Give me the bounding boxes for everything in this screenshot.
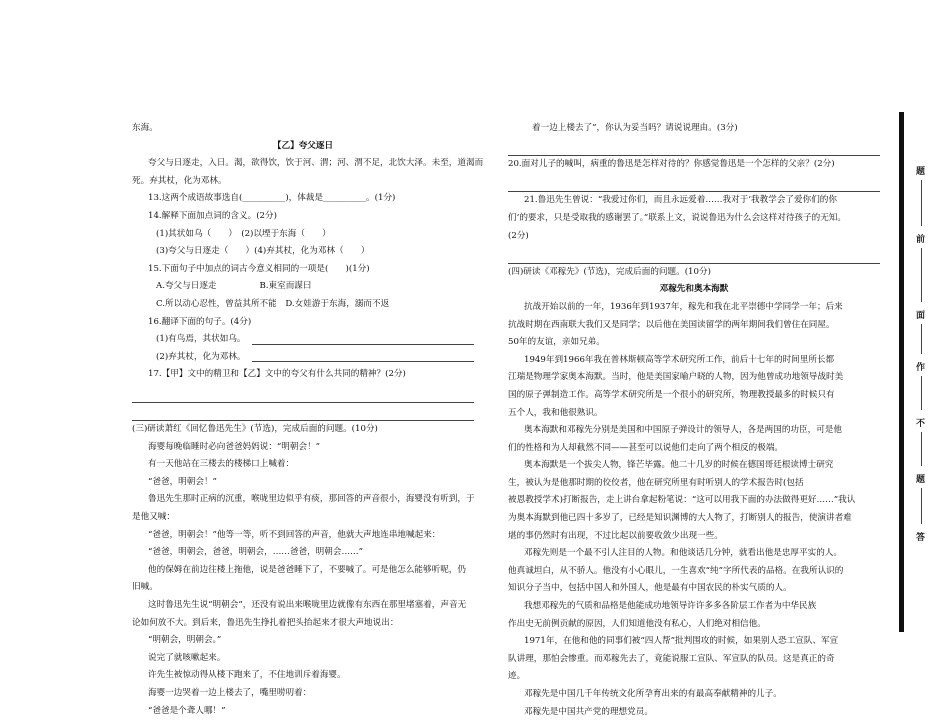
left-column [132,120,484,720]
left-text-line: “爸爸，明朝会！” [148,476,217,487]
answer-line [132,384,474,403]
left-text-line: “明朝会，明朝会。” [148,635,222,646]
right-text-line: 奥本海默和邓稼先分别是美国和中国原子弹设计的领导人，各是两国的功臣，可是他 [524,425,842,436]
right-text-line: 生，被认为是他那时期的佼佼者，他在研究所里有时听别人的学术报告时(包括 [508,477,804,488]
right-text-line: 他真诚坦白，从不骄人。他没有小心眼儿，一生喜欢“纯”字所代表的品格。在我所认识的 [508,565,844,576]
binding-char: 题 [916,167,926,177]
left-text-line: “爸爸，明朝会！”他等一等，听不到回答的声音，他就大声地连串地喊起来： [148,529,441,540]
answer-line [508,245,880,264]
right-text-line: 1949年到1966年我在普林斯顿高等学术研究所工作，前后十七年的时间里所长都 [524,354,835,365]
left-text-line: 海婴一边哭着一边上楼去了，嘴里唠叨着： [148,688,312,698]
left-text-line: 东海。 [132,123,158,133]
left-text-line: (1)有鸟焉，其状如乌。 [156,334,246,345]
right-text-line: 奥本海默是一个拔尖人物，锋芒毕露。他二十几岁的时候在德国哥廷根读博士研究 [524,460,834,471]
binding-dash [921,432,922,466]
left-text-line: 旧喊。 [132,582,158,593]
left-text-line: 死。弃其杖，化为邓林。 [132,175,227,186]
left-text-line: 17.【甲】文中的精卫和【乙】文中的夸父有什么共同的精神？(2分) [148,369,406,380]
right-text-line: 20.面对儿子的喊叫，病重的鲁迅是怎样对待的？你感觉鲁迅是一个怎样的父亲？(2分) [508,159,835,170]
binding-dash [921,488,922,524]
left-text-line: “爸爸是个聋人哪！” [148,705,226,716]
left-text-line: 13.这两个成语故事选自(__________)，体裁是__________。(1分) [148,193,396,204]
left-text-line: 论如何放不大。到后来，鲁迅先生挣扎着把头抬起来才很大声地说出： [132,617,399,628]
left-text-line: 14.解释下面加点词的含义。(2分) [148,210,277,221]
binding-char: 题 [916,475,926,485]
right-text-line: 抗战开始以前的一年，1936年到1937年，稼先和我在北平崇德中学同学一年；后来 [524,301,843,312]
binding-char: 答 [916,533,926,543]
right-text-line: 迹。 [508,671,526,682]
right-text-line: 邓稼先是中国共产党的理想党员。 [524,706,653,717]
answer-line [252,331,474,345]
right-text-line: 抗战时期在西南联大我们又是同学；以后他在美国读留学的两年期间我们曾住在同屋。 [508,319,835,330]
right-text-line: 知识分子当中，包括中国人和外国人，他是最有中国农民的朴实气质的人。 [508,583,792,594]
binding-margin [903,120,943,640]
answer-line [508,138,880,157]
left-text-line: A.夸父与日逐走 B.東室而謀曰 [156,281,312,292]
left-text-line: 夸父与日逐走，入日。渴，欲得饮，饮于河、渭；河、渭不足，北饮大泽。未至，道渴而 [148,158,484,169]
right-text-line: 21.鲁迅先生曾说：“我爱过你们，而且永远爱着……我对于‘我教学会了爱你们的你 [524,195,837,206]
right-text-line: 被恩教授学术)打断报告，走上讲台拿起粉笔说：“这可以用我下面的办法做得更好……”我认 [508,495,856,506]
left-text-line: (1)其状如乌（ ） (2)以堙于东海（ ） [156,228,331,239]
left-text-line: 鲁迅先生那时正病的沉重，喉咙里边似乎有痰，那回答的声音很小，海婴没有听到，于 [148,494,475,505]
binding-dash [921,324,922,354]
right-text-line: 国的原子弹制造工作。高等学术研究所是一个很小的研究所，物理教授最多的时候只有 [508,389,835,400]
left-text-line: 16.翻译下面的句子。(4分) [148,316,252,327]
binding-char: 面 [916,311,926,321]
left-text-line: 这时鲁迅先生说“明朝会”，还没有说出来喉咙里边就像有东西在那里堵塞着，声音无 [148,600,467,611]
answer-row [132,331,474,349]
left-text-line: “爸爸，明朝会，爸爸，明朝会，……爸爸，明朝会……” [148,547,364,558]
left-text-line: 许先生被惊动得从楼下跑来了，不住地训斥着海婴。 [148,670,346,681]
left-text-line: 15.下面句子中加点的词古今意义相同的一项是( )(1分) [148,263,370,274]
left-text-line: (三)研读萧红《回忆鲁迅先生》(节选)，完成后面的问题。(10分) [132,424,378,435]
answer-row [132,349,474,367]
left-text-line: 他的保姆在前边往楼上拖他，说是爸爸睡下了，不要喊了。可是他怎么能够听呢，仍 [148,564,466,575]
binding-char: 不 [916,419,926,429]
right-text-line: 1971年，在他和他的同事们被“四人帮”批判围攻的时候，如果别人恐工宣队、军宣 [524,636,839,647]
left-text-line: C.所以动心忍性，曾益其所不能 D.女娃游于东海，溺而不返 [156,298,390,309]
right-text-line: 队讲理，那怕会惨重。而邓稼先去了，竟能说服工宣队、军宣队的队员。这是真正的奇 [508,653,835,664]
binding-char: 前 [916,235,926,245]
answer-line [132,403,474,422]
right-text-line: 邓稼先则是一个最不引人注目的人物。和他谈话几分钟，就看出他是忠厚平实的人。 [524,548,842,559]
left-text-line: 【乙】夸父逐日 [272,140,334,151]
binding-dash [921,376,922,410]
left-text-line: 说完了就咳嗽起来。 [148,652,226,663]
right-text-line: 为奥本海默到他已四十多岁了，已经是知识渊博的大人物了，打断别人的报告，使演讲者难 [508,513,852,524]
left-text-line: 海婴每晚临睡时必向爸爸妈妈说：“明朝会！” [148,441,321,452]
answer-line [252,349,474,363]
left-text-line: 有一天他站在三楼去的楼梯口上喊着： [148,459,295,470]
right-text-line: 们的性格和为人却截然不同——甚至可以说他们走向了两个相反的极端。 [508,442,784,453]
left-text-line: (2)弃其杖，化为邓林。 [156,351,246,362]
right-column [508,120,880,721]
right-text-line: 五个人，我和他很熟识。 [508,407,603,418]
right-text-line: (2分) [508,230,529,241]
right-text-line: 江瑞是物理学家奥本海默。当时，他是美国家喻户晓的人物，因为他曾成功地领导战时美 [508,372,844,383]
right-text-line: 邓稼先是中国几千年传统文化所孕育出来的有最高奉献精神的儿子。 [524,689,782,699]
left-text-line: (3)夸父与日逐走（ ）(4)弃其杖，化为邓林（ ） [156,246,370,257]
right-text-line: 堪的事仍然时有出现，不过比起以前要收敛少出现一些。 [508,530,723,541]
right-text-line: 邓稼先和奥本海默 [659,284,729,295]
right-text-line: 作出史无前例贡献的原因，人们知道他没有私心，人们绝对相信他。 [508,618,766,629]
right-text-line: 50年的友谊，亲如兄弟。 [508,337,605,348]
binding-char: 作 [916,363,926,373]
right-text-line: 我想邓稼先的气质和品格是他能成功地领导许许多多各阶层工作者为中华民族 [524,601,817,612]
binding-dash [921,180,922,226]
right-text-line: (四)研读《邓稼先》(节选)，完成后面的问题。(10分) [508,266,711,277]
answer-line [508,174,880,193]
right-text-line: 们’的要求，只是受取我的感谢罢了。”联系上文，说说鲁迅为什么会这样对待孩子的无知。 [508,212,846,223]
right-text-line: 着一边上楼去了”，你认为妥当吗？请说说理由。(3分) [532,123,738,133]
left-text-line: 是他又喊： [132,512,175,523]
binding-dash [921,248,922,302]
